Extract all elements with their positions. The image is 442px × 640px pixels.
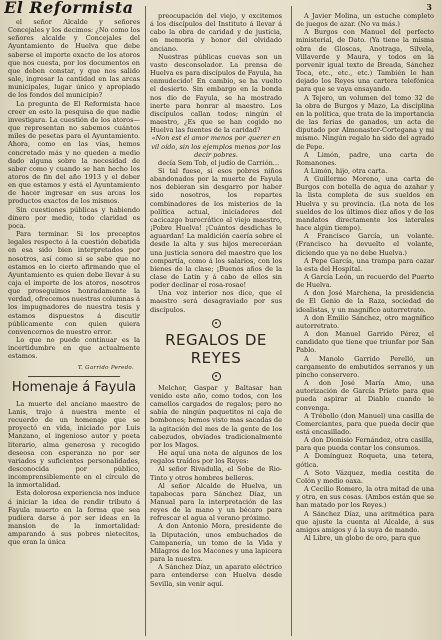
col2-paragraph: Melchor, Gaspar y Baltasar han venido este año, como todos, con los camellos cargados de regalos; pero no sabía de ningún paquetitos ni caja de bombones; hemos visto mas sacadas de la agitación del mes de la gente de los cabezudos, obviados tradicionalmente por los Magos. <box>150 383 282 449</box>
column-3 <box>296 12 434 638</box>
col3-paragraph: A don Dionisio Fernández, otra casilla, para que pueda contar los consumos. <box>296 436 434 453</box>
col3-paragraph: A Javier Molina, un estuche completo de juegos de azar. (No va más.) <box>296 12 434 29</box>
ornament-icon <box>212 372 221 381</box>
col2-paragraph: Al señor Rivadulla, el Sobe de Rio-Tinto y otros hombres belleros. <box>150 465 282 482</box>
article-heading-fayula: Homenaje á Fayula <box>11 379 137 395</box>
col3-paragraph: A Limón, padre, una carta de Romanones. <box>296 150 434 167</box>
col3-paragraph: Al Libre, un globo de oro, para que <box>304 534 421 542</box>
article-heading-regalos: REGALOS DE REYES <box>165 330 267 367</box>
col1-paragraph: Lo que no puede continuar es la incertidumbre en que actualmente estamos. <box>8 336 140 361</box>
col1-paragraph: Sin cuestiones públicas y habiendo dinero por medio, todo claridad es poca. <box>8 205 140 230</box>
col3-paragraph: A Manolo Garrido Perelló, un cargamento de embutidos serranos y un pincho conservero. <box>296 354 434 379</box>
col3-paragraph: A Burgos con Manuel del perfecto ministerial, de Dato. (Ya tiene la misma obra de Gloscas, Anotraga, Silvela, Villaverde y Maura, y todos en la porvenir igual texto de Breada, Sánchez Toca, etc., etc., etc.) También le han dejado los Reyes una cartera telefónica para que se vaya ensayando. <box>296 28 434 94</box>
divider <box>28 376 120 377</box>
col3-paragraph: A Limón, hijo, otra carta. <box>304 166 388 175</box>
col3-paragraph: A don José María Amo, una autorización de García Prieto para que pueda aspirar al Diablo cuando le convenga. <box>296 379 434 412</box>
col3-paragraph: A Soto Vázquez, media cestita de Colón y medio oaxa. <box>296 468 434 485</box>
col3-paragraph: A García León, un recuerdo del Puerto de Huelva. <box>296 273 434 290</box>
column-rule-2 <box>291 6 292 636</box>
col2-paragraph: Nuestras públicas cuevas son un vasto desconsolador. La prensa de Huelva es para discípulos de Fayula, ha enmudecido! En cambio, se ha vuelto el desierto. Sin embargo en la bonda nos dio de Fayula, se ha mostrado inerte para honrar al maestro. Los discípulos callan todos; ningún el maestro, ¿Es que se han cogido no Huelva las fuentes de la caridad? <box>150 52 282 135</box>
col2-paragraph: decía Sem Tob, el judío de Carrión... <box>158 158 280 167</box>
col1-paragraph: el señor Alcalde y señores Concejales y los decimos: ¿No como los señores alcalde y Concejales del Ayuntamiento de Huelva que debe saberse el importe exacto de los atoros que nos cuesta, por los documentos en que deben constar, y que nos salido sale, ingresar la cantidad en las arcas municipales, lugar único y apropiado de los fondos del municipio? <box>8 18 140 100</box>
masthead-title: El Reformista <box>4 0 134 16</box>
col2-paragraph: A don Antonio Mora, presidente de la Diputación, unos embuchados de Campanería, un tomo de la Vida y Milagros de los Macones y una lapicera para la nuestra. <box>150 522 282 564</box>
col2-quote: «Non est el amor menos por querer en vil oído, sin los ejemplos menos por los decir pobres. <box>151 134 281 159</box>
col2-paragraph: preocupación del viejo, y excitemos á los discípulos del Instituto á llevar á cabo la obra de caridad y de justicia, en memoria y honor del olvidado anciano. <box>150 12 282 53</box>
col2-paragraph: Si tal fuese, si esos pobres niños abandonados por la muerte de Fayula nos debieran sin desgarro por haber sido nosotros, los repartes combinadores de los misterios de la política actual, iniciadores del cacicazgo burocrático al viejo maestro, ¡Pobre Huelva! ¡Cuántos desdichas le aguardan! La maldición caería sobre el desde la alta y sus hijos mereceráan una justicia sonora del maestro que los compartía, como á los salarios, con los bienes de la clase; ¡Buenos años de la clase de Latin y á cabo de ellos sin poder declinar el rosa-rosae! <box>150 166 282 290</box>
col3-paragraph: A don José Marchena, la presidencia de El Genio de la Raza, sociedad de idealistas, y un magnífico autorretrato. <box>296 289 434 314</box>
col2-paragraph: Al señor Alcalde de Huelva, un tapabocas para Sánchez Díaz, un Manual para la interpretación de las reyes de la mano y un bécaro para refrescar el agua al verano próximo. <box>150 481 282 523</box>
col1-paragraph: Esta dolorosa experiencia nos induce á iniciar la idea de rendir tributo á Fayula muerto en la forma que sea pudiera darse á por ser ideas en la mansion de la inmortalidad: amparando á sus pobres nietecitos, que eran la única <box>8 489 140 547</box>
col1-paragraph: La pregunta de El Reformista hace creer en esto la pesquisa de que nadie investigara. La cuestión de los atoros—que representan no sabemos cuántos miles de pesetas para el Ayuntamiento. Ahora, como en las vías, hemos concretado más y no queden a medio dado alguna sobre la necesidad de saber como y cuando se han hecho los atoros de fin del año 1913 y el deber en que estamos y está el Ayuntamiento de hacer ingresar en sus arcas los productos exactos de los mismos. <box>8 99 140 206</box>
col3-paragraph: A Domínguez Roqueta, una tetera, gótica. <box>296 452 434 469</box>
col1-paragraph: La muerte del anciano maestro de Lanis, trajo á nuestra mente el recuerdo de un homenaje que se proyectó en vida, iniciado por Luis Manzano, el ingenioso autor y poeta literario, alma generosa y recogido deseosa con esperanza no por ser variados y suficientes personalidades, desconocida por público, incomprensiblemente en el círculo de la inmortalidad. <box>8 399 140 490</box>
col3-paragraph: A Sánchez Díaz, una aritmética para que ajuste la cuenta al Alcalde, á sus amigos amigos y á la suya de mando. <box>296 509 434 534</box>
page-number: 3 <box>426 2 432 12</box>
column-rule-1 <box>145 6 146 636</box>
col2-paragraph: Una voz interior nos dice, que el maestro será desagraviado por sus discípulos. <box>150 289 282 314</box>
column-2 <box>150 12 282 638</box>
article-signature: T. Garrido Peredo. <box>77 364 134 371</box>
col3-paragraph: A don Manuel Garrido Pérez, el candidato que tiene que triunfar por San Pablo. <box>296 330 434 355</box>
col3-paragraph: A Cecilio Romero, la otra mitad de una y otra, en sus cosas. (Ambos están que se han matado por los Reyes.) <box>296 485 434 510</box>
col3-paragraph: A Pepe García, una trampa para cazar la esta del Hospital. <box>296 256 434 273</box>
col3-paragraph: A Trébollo (don Manuel) una casilla de Comerciantes, para que pueda decir que está encasillado. <box>296 411 434 436</box>
col3-paragraph: A Guillermo Moreno, una carta de Burgos con botella de agua de azahar y la lista completa de sus sueldos en Huelva y su provincia. (La nota de los sueldos de los últimos diez años y de los mandatos directamente los laterales hace algún tiempo). <box>296 175 434 233</box>
col3-paragraph: A don Emilio Sánchez, otro magnífico autorretrato. <box>296 313 434 330</box>
col2-paragraph: He aquí una nota de algunos de los regalos traídos por los Reyes: <box>150 449 282 466</box>
ornament-icon <box>212 319 221 328</box>
col2-paragraph: A Sánchez Díaz, un aparato eléctrico para entenderse con Huelva desde Sevilla, sin venir aquí. <box>150 563 282 588</box>
col3-paragraph: A Tejero, un volumen del tomo 32 de la obra de Burgos y Mazo, La disciplina en la política, que trata de la importancia de las ferias de ganados, un acta de diputado por Almonaster-Cortegana y mi mismo. Ningún regalo ha sido del agrado de Pepe. <box>296 93 434 151</box>
col3-paragraph: A Francisco García, un volante. (Francisco ha devuelto el volante, diciendo que ya no debe Huelva.) <box>296 232 434 257</box>
col1-paragraph: Para terminar. Si los preceptos legales respecto á la cuestión debatida en esa sido bien interpretados por nosotros, así como si se sabe que no estamos en lo cierto afirmando que el Ayuntamiento es quien debe llevar á su caja el importe de los atoros, nosotros que proseguimos honradamente la verdad, ofrecemos nuestras columnas á los impugnadores de nuestra tesis y estamos dispuestos á discutir públicamente con quien quiera convencernos de nuestro error. <box>8 230 140 336</box>
column-1 <box>8 12 140 638</box>
